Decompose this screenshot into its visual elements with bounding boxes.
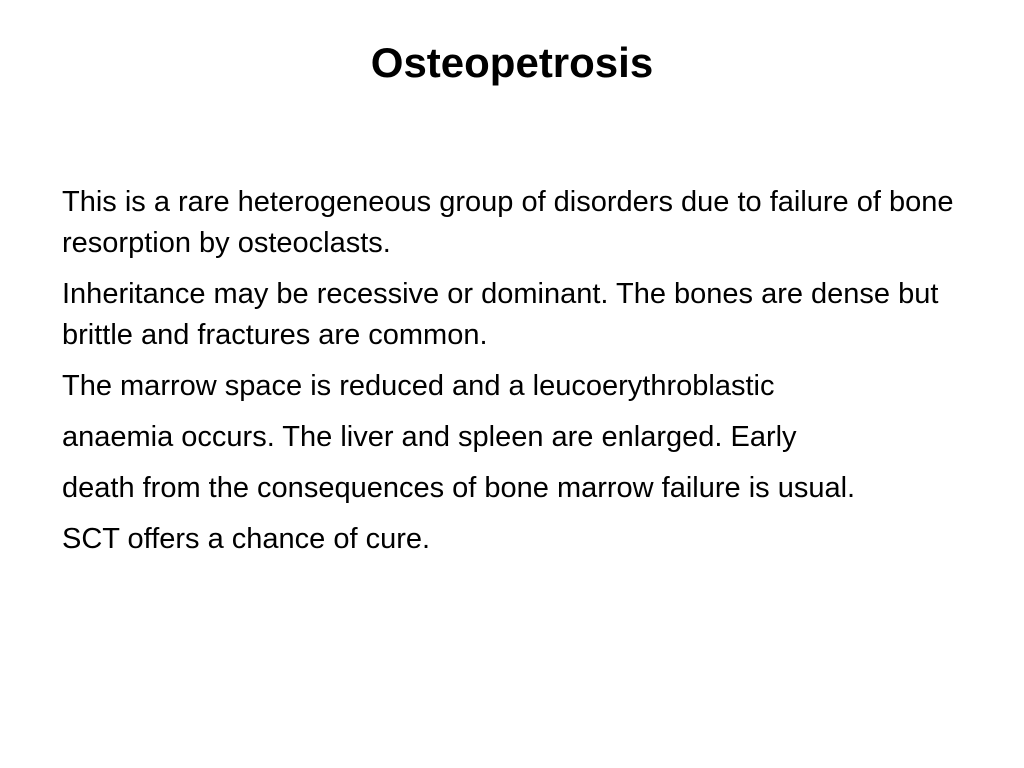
body-paragraph-resorption: This is a rare heterogeneous group of disorders due to failure of bone resorption by osteoclasts.	[62, 186, 954, 259]
body-line-anaemia: anaemia occurs. The liver and spleen are enlarged. Early	[62, 421, 797, 453]
body-paragraph-inheritance: Inheritance may be recessive or dominant. The bones are dense but brittle and fractures are common.	[62, 278, 939, 351]
slide-body	[62, 182, 962, 570]
body-paragraph-early-death: death from the consequences of bone marrow failure is usual.	[62, 472, 856, 504]
body-line-sct: SCT offers a chance of cure.	[62, 523, 431, 555]
slide-title: Osteopetrosis	[370, 39, 654, 86]
body-line-marrow-space: The marrow space is reduced and a leucoerythroblastic	[62, 370, 775, 402]
